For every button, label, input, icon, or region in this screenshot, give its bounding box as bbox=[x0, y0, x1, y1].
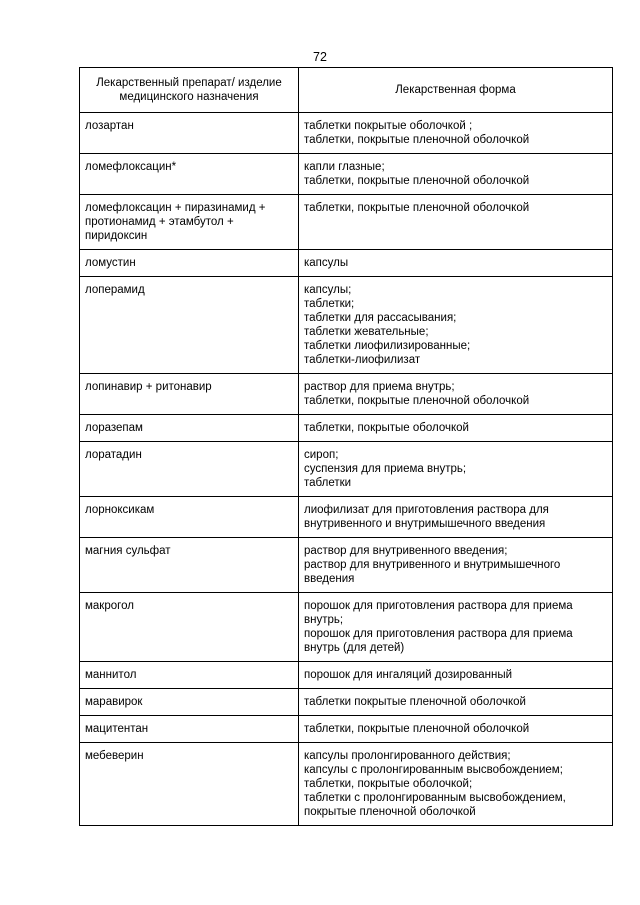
drug-name: мебеверин bbox=[85, 750, 144, 762]
drug-name: лоратадин bbox=[85, 449, 142, 461]
dosage-form: таблетки; bbox=[304, 298, 355, 310]
drug-name-cell bbox=[80, 442, 299, 497]
drug-name-cell bbox=[80, 154, 299, 195]
dosage-form: таблетки-лиофилизат bbox=[304, 354, 421, 366]
drug-name-cell bbox=[80, 415, 299, 442]
drug-name-cell bbox=[80, 195, 299, 250]
dosage-form: капсулы; bbox=[304, 284, 352, 296]
drug-table bbox=[79, 67, 613, 826]
drug-name: макрогол bbox=[85, 600, 134, 612]
dosage-form-cell bbox=[299, 689, 613, 716]
drug-name: лозартан bbox=[85, 120, 134, 132]
table-row bbox=[80, 195, 613, 250]
dosage-form: капсулы пролонгированного действия; bbox=[304, 750, 511, 762]
dosage-form: таблетки, покрытые оболочкой bbox=[304, 422, 469, 434]
dosage-form-cell bbox=[299, 538, 613, 593]
table-row bbox=[80, 662, 613, 689]
dosage-form: таблетки лиофилизированные; bbox=[304, 340, 471, 352]
dosage-form-cell bbox=[299, 277, 613, 374]
column-header-form: Лекарственная форма bbox=[299, 68, 613, 113]
dosage-form-cell bbox=[299, 154, 613, 195]
dosage-form: таблетки, покрытые пленочной оболочкой bbox=[304, 175, 530, 187]
dosage-form: таблетки, покрытые пленочной оболочкой bbox=[304, 134, 530, 146]
table-row bbox=[80, 442, 613, 497]
drug-name: магния сульфат bbox=[85, 545, 171, 557]
dosage-form-cell bbox=[299, 195, 613, 250]
table-row bbox=[80, 689, 613, 716]
dosage-form: таблетки для рассасывания; bbox=[304, 312, 457, 324]
table-row bbox=[80, 593, 613, 662]
dosage-form-cell bbox=[299, 442, 613, 497]
dosage-form: таблетки, покрытые оболочкой; bbox=[304, 778, 473, 790]
drug-name: лорноксикам bbox=[85, 504, 155, 516]
dosage-form: раствор для внутривенного и внутримышечного введения bbox=[304, 559, 561, 585]
dosage-form: таблетки, покрытые пленочной оболочкой bbox=[304, 395, 530, 407]
dosage-form-cell bbox=[299, 743, 613, 826]
dosage-form: таблетки, покрытые пленочной оболочкой bbox=[304, 202, 530, 214]
table-row bbox=[80, 415, 613, 442]
table-row bbox=[80, 113, 613, 154]
drug-name-cell bbox=[80, 250, 299, 277]
page-number: 72 bbox=[313, 50, 327, 64]
dosage-form: суспензия для приема внутрь; bbox=[304, 463, 467, 475]
drug-name-cell bbox=[80, 662, 299, 689]
drug-name-cell bbox=[80, 538, 299, 593]
drug-name-cell bbox=[80, 593, 299, 662]
dosage-form-cell bbox=[299, 250, 613, 277]
drug-name-cell bbox=[80, 497, 299, 538]
table-row bbox=[80, 538, 613, 593]
drug-name: ломефлоксацин + пиразинамид + протионамид + этамбутол + пиридоксин bbox=[85, 202, 266, 242]
drug-name: маннитол bbox=[85, 669, 137, 681]
table-row bbox=[80, 154, 613, 195]
dosage-form: таблетки жевательные; bbox=[304, 326, 429, 338]
dosage-form: раствор для приема внутрь; bbox=[304, 381, 455, 393]
dosage-form: сироп; bbox=[304, 449, 339, 461]
table-row bbox=[80, 374, 613, 415]
dosage-form: таблетки с пролонгированным высвобождением, покрытые пленочной оболочкой bbox=[304, 792, 566, 818]
table-header-row bbox=[80, 68, 613, 113]
drug-name: ломустин bbox=[85, 257, 136, 269]
dosage-form: капсулы с пролонгированным высвобождением; bbox=[304, 764, 563, 776]
table-row bbox=[80, 250, 613, 277]
drug-name-cell bbox=[80, 277, 299, 374]
table-row bbox=[80, 743, 613, 826]
drug-name-cell bbox=[80, 743, 299, 826]
dosage-form: таблетки bbox=[304, 477, 352, 489]
drug-name: лоразепам bbox=[85, 422, 143, 434]
drug-name: лоперамид bbox=[85, 284, 145, 296]
dosage-form: порошок для приготовления раствора для приема внутрь (для детей) bbox=[304, 628, 573, 654]
column-header-drug: Лекарственный препарат/ изделие медицинского назначения bbox=[80, 68, 299, 113]
dosage-form: лиофилизат для приготовления раствора для внутривенного и внутримышечного введения bbox=[304, 504, 549, 530]
dosage-form-cell bbox=[299, 716, 613, 743]
dosage-form-cell bbox=[299, 593, 613, 662]
dosage-form: капли глазные; bbox=[304, 161, 385, 173]
table-row bbox=[80, 716, 613, 743]
dosage-form: таблетки покрытые пленочной оболочкой bbox=[304, 696, 526, 708]
dosage-form: таблетки, покрытые пленочной оболочкой bbox=[304, 723, 530, 735]
drug-name: лопинавир + ритонавир bbox=[85, 381, 212, 393]
drug-name: маравирок bbox=[85, 696, 143, 708]
dosage-form: порошок для приготовления раствора для приема внутрь; bbox=[304, 600, 573, 626]
drug-name: ломефлоксацин* bbox=[85, 161, 177, 173]
drug-name: мацитентан bbox=[85, 723, 149, 735]
drug-name-cell bbox=[80, 716, 299, 743]
dosage-form: порошок для ингаляций дозированный bbox=[304, 669, 513, 681]
dosage-form-cell bbox=[299, 113, 613, 154]
dosage-form-cell bbox=[299, 662, 613, 689]
dosage-form: раствор для внутривенного введения; bbox=[304, 545, 508, 557]
drug-name-cell bbox=[80, 689, 299, 716]
dosage-form: капсулы bbox=[304, 257, 349, 269]
table-row bbox=[80, 497, 613, 538]
dosage-form-cell bbox=[299, 374, 613, 415]
table-row bbox=[80, 277, 613, 374]
dosage-form: таблетки покрытые оболочкой ; bbox=[304, 120, 473, 132]
drug-name-cell bbox=[80, 374, 299, 415]
dosage-form-cell bbox=[299, 497, 613, 538]
drug-name-cell bbox=[80, 113, 299, 154]
dosage-form-cell bbox=[299, 415, 613, 442]
